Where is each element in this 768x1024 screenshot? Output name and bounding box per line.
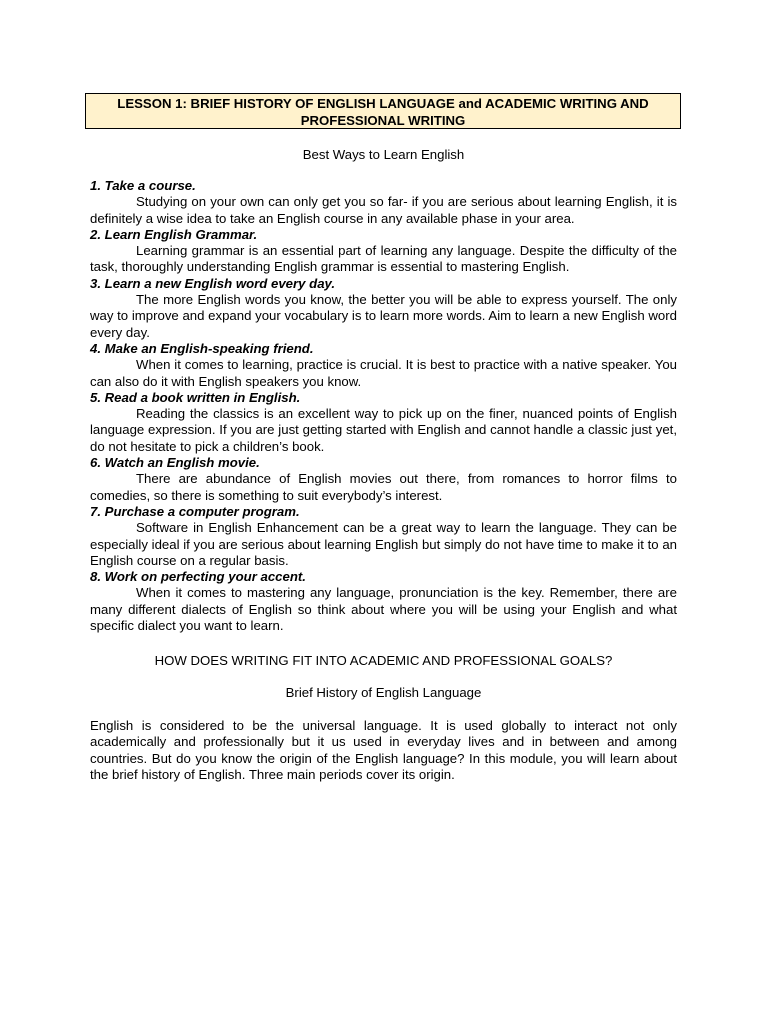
tip-item xyxy=(90,341,677,390)
tip-heading: 1. Take a course. xyxy=(90,178,196,193)
tip-text: Studying on your own can only get you so far- if you are serious about learning English, it is definitely a wise idea to take an English course in any available phase in your area. xyxy=(90,194,677,226)
tip-item xyxy=(90,455,677,504)
tip-item xyxy=(90,504,677,569)
tips-list xyxy=(90,178,677,634)
tip-text: The more English words you know, the better you will be able to express yourself. The only way to improve and expand your vocabulary is to learn more words. Aim to learn a new English word every day. xyxy=(90,292,677,340)
tip-heading: 5. Read a book written in English. xyxy=(90,389,301,405)
history-intro: English is considered to be the universal language. It is used globally to interact not only academically and professionally but it us used in everyday lives and in between and among countries. But do you know the origin of the English language? In this module, you will learn about the brief history of English. Three main periods cover its origin. xyxy=(90,718,677,782)
tip-item xyxy=(90,390,677,455)
tip-heading: 8. Work on perfecting your accent. xyxy=(90,569,306,585)
tip-heading: 4. Make an English-speaking friend. xyxy=(90,340,314,356)
history-heading: Brief History of English Language xyxy=(285,685,482,700)
tip-heading: 7. Purchase a computer program. xyxy=(90,503,300,519)
tip-text: There are abundance of English movies out there, from romances to horror films to comedies, so there is something to suit everybody’s interest. xyxy=(90,471,677,503)
tip-text: Reading the classics is an excellent way to pick up on the finer, nuanced points of English language expression. If you are just getting started with English and cannot handle a classic just yet, do not hesitate to pick a children’s book. xyxy=(90,406,677,454)
tip-heading: 2. Learn English Grammar. xyxy=(90,226,258,242)
tip-item xyxy=(90,276,677,341)
tip-item xyxy=(90,227,677,276)
tip-item xyxy=(90,178,677,227)
tip-text: Software in English Enhancement can be a great way to learn the language. They can be especially ideal if you are serious about learning English but simply do not have time to make it to an English course on a regular basis. xyxy=(90,520,677,568)
tip-item xyxy=(90,569,677,634)
tip-heading: 3. Learn a new English word every day. xyxy=(90,275,336,291)
section-heading: Best Ways to Learn English xyxy=(302,147,465,162)
tip-text: When it comes to mastering any language, pronunciation is the key. Remember, there are many different dialects of English so think about where you will be using your English and what specific dialect you want to learn. xyxy=(90,585,677,634)
question-heading: HOW DOES WRITING FIT INTO ACADEMIC AND PROFESSIONAL GOALS? xyxy=(154,653,613,668)
tip-heading: 6. Watch an English movie. xyxy=(90,455,260,471)
tip-text: Learning grammar is an essential part of learning any language. Despite the difficulty of the task, thoroughly understanding English grammar is essential to mastering English. xyxy=(90,243,677,275)
tip-text: When it comes to learning, practice is crucial. It is best to practice with a native speaker. You can also do it with English speakers you know. xyxy=(90,357,677,389)
lesson-title: LESSON 1: BRIEF HISTORY OF ENGLISH LANGUAGE and ACADEMIC WRITING AND PROFESSIONAL WRITING xyxy=(85,93,681,129)
